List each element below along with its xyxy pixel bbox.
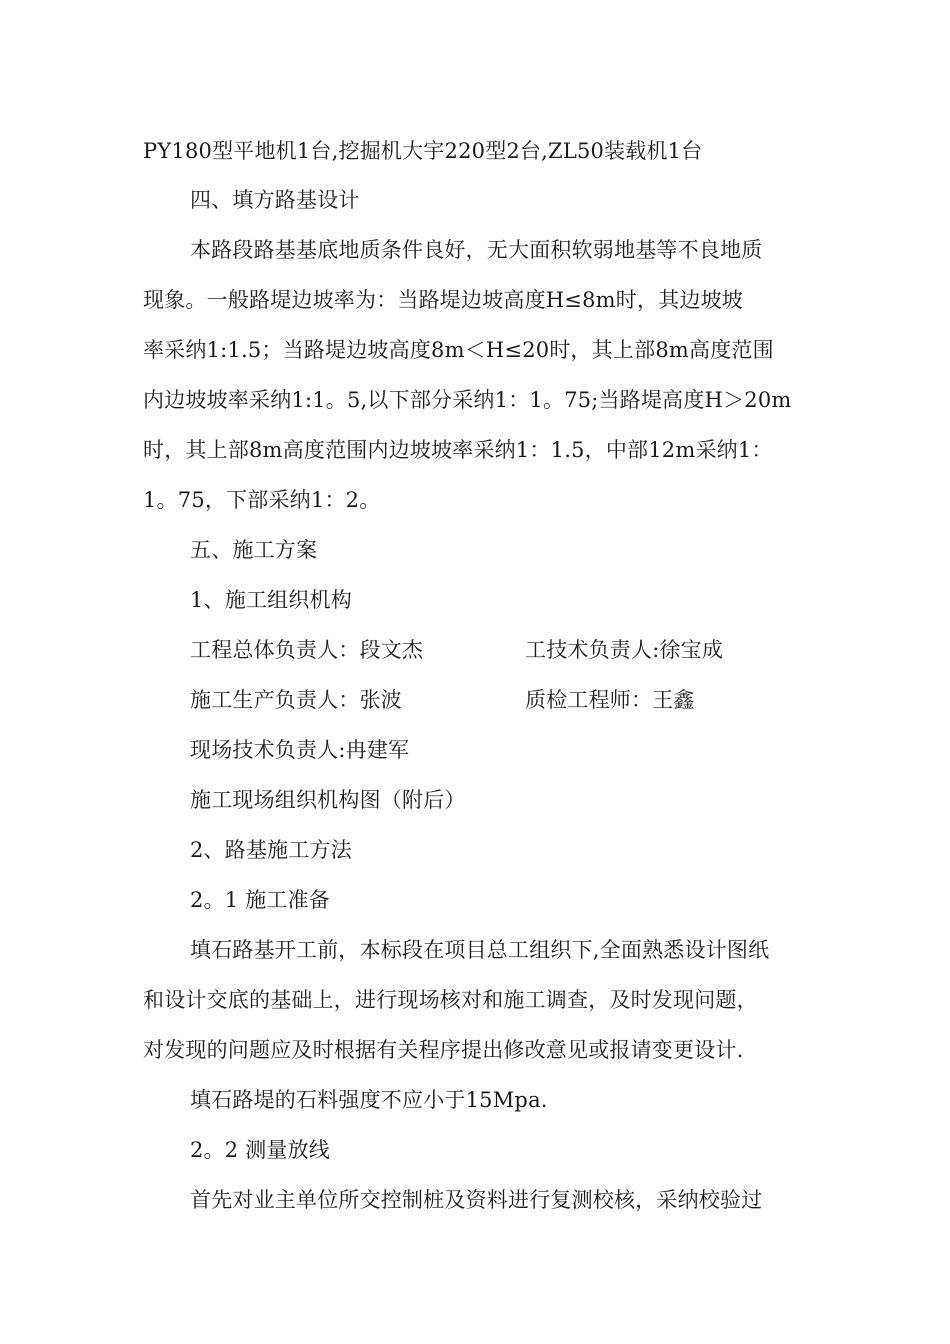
paragraph-line: 对发现的问题应及时根据有关程序提出修改意见或报请变更设计. — [143, 1038, 744, 1062]
equipment-list-line: PY180型平地机1台,挖掘机大宇220型2台,ZL50装载机1台 — [143, 139, 703, 163]
staff-entry: 工程总体负责人：段文杰 — [190, 638, 424, 662]
org-chart-note: 施工现场组织机构图（附后） — [190, 788, 466, 812]
subsection-heading-organization: 1、施工组织机构 — [190, 588, 352, 612]
paragraph-line: 本路段路基基底地质条件良好，无大面积软弱地基等不良地质 — [190, 238, 763, 262]
paragraph-line: 1。75，下部采纳1：2。 — [143, 488, 381, 512]
subsection-heading-methods: 2、路基施工方法 — [190, 838, 352, 862]
subsection-heading-preparation: 2。1 施工准备 — [190, 888, 330, 912]
paragraph-line: 填石路基开工前，本标段在项目总工组织下,全面熟悉设计图纸 — [190, 938, 770, 962]
staff-entry: 施工生产负责人：张波 — [190, 688, 402, 712]
section-heading-construction-plan: 五、施工方案 — [190, 538, 318, 562]
paragraph-line: 和设计交底的基础上，进行现场核对和施工调查，及时发现问题， — [143, 988, 758, 1012]
paragraph-line: 首先对业主单位所交控制桩及资料进行复测校核，采纳校验过 — [190, 1188, 763, 1212]
staff-entry: 现场技术负责人:冉建军 — [190, 738, 410, 762]
paragraph-line: 内边坡坡率采纳1:1。5,以下部分采纳1：1。75;当路堤高度H＞20m — [143, 388, 792, 412]
staff-entry: 质检工程师：王鑫 — [525, 688, 695, 712]
paragraph-line: 时，其上部8m高度范围内边坡坡率采纳1：1.5，中部12m采纳1： — [143, 438, 773, 462]
section-heading-fill-subgrade-design: 四、填方路基设计 — [190, 188, 360, 212]
staff-entry: 工技术负责人:徐宝成 — [525, 638, 724, 662]
paragraph-line: 现象。一般路堤边坡率为：当路堤边坡高度H≤8m时，其边坡坡 — [143, 288, 743, 312]
paragraph-line: 填石路堤的石料强度不应小于15Mpa. — [190, 1088, 548, 1112]
paragraph-line: 率采纳1:1.5；当路堤边坡高度8m＜H≤20时，其上部8m高度范围 — [143, 338, 774, 362]
subsection-heading-survey: 2。2 测量放线 — [190, 1138, 330, 1162]
